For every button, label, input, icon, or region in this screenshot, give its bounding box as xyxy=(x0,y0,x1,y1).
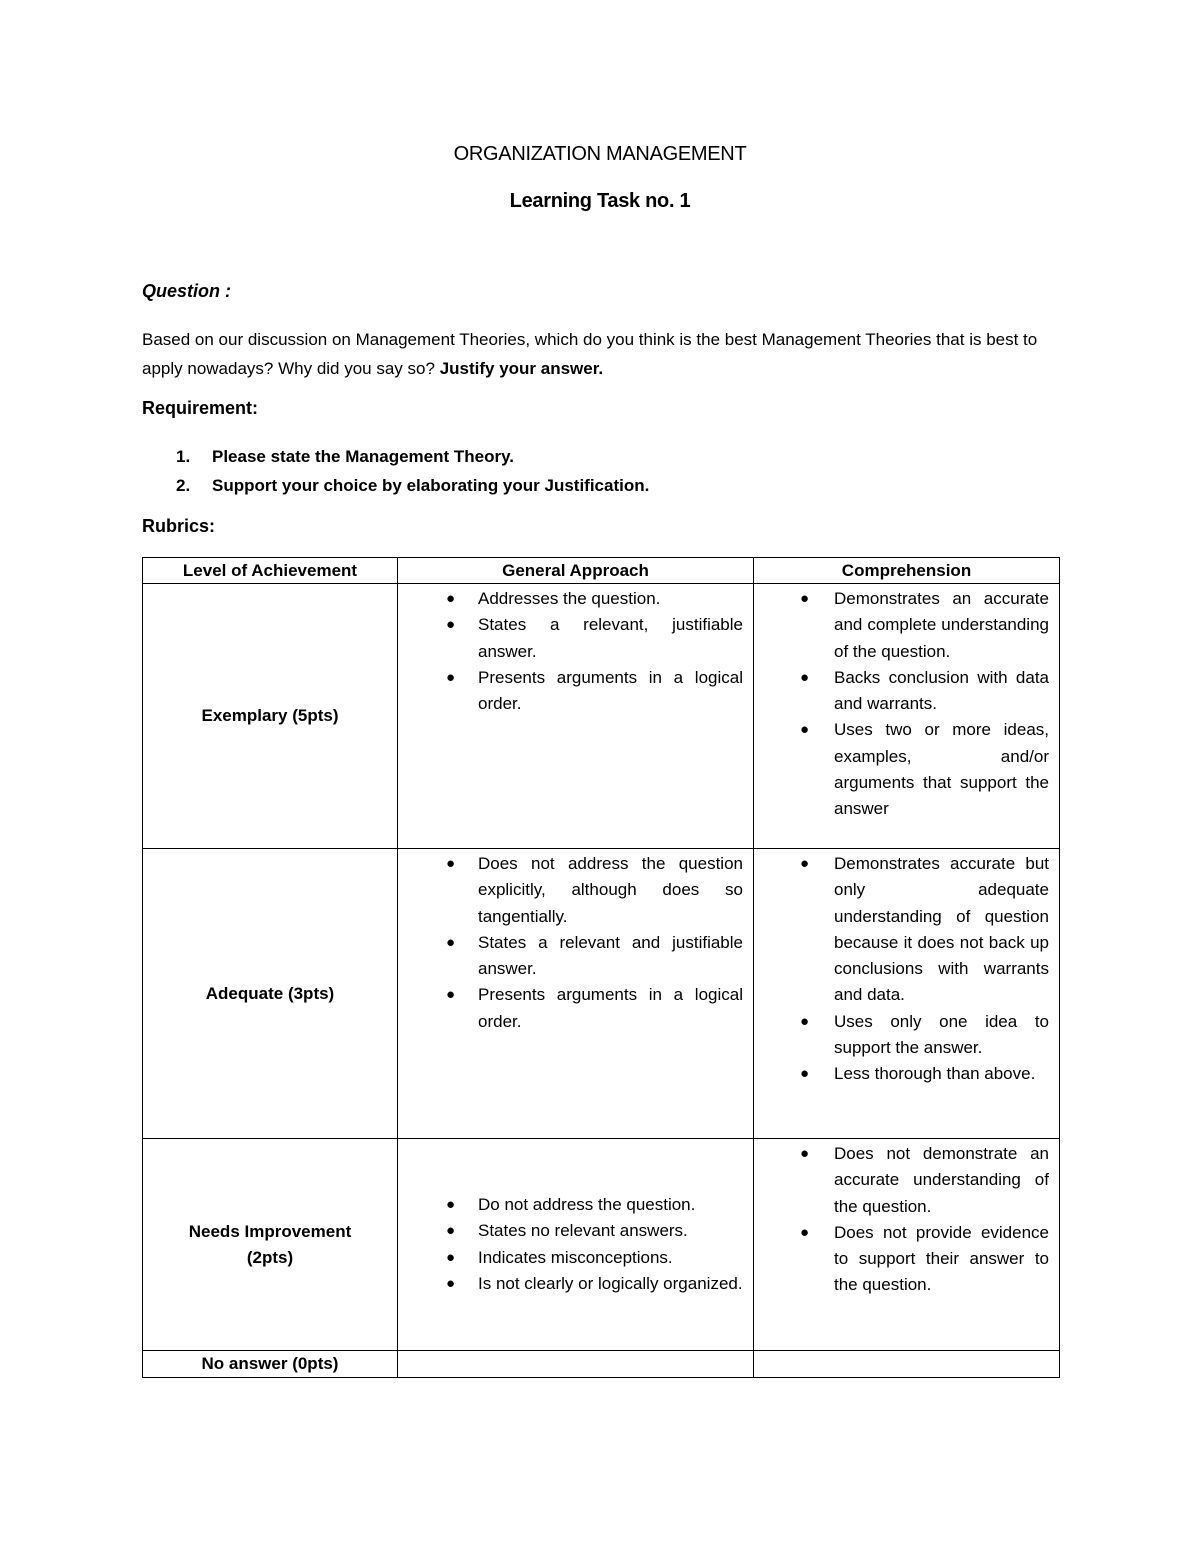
rubrics-label: Rubrics: xyxy=(142,516,216,536)
list-item xyxy=(398,1245,743,1271)
list-item-text: Presents arguments in a logical order. xyxy=(478,985,743,1031)
list-item-text: States a relevant and justifiable answer. xyxy=(478,932,743,979)
document-title: ORGANIZATION MANAGEMENT xyxy=(453,143,747,165)
list-item xyxy=(754,851,1049,1009)
level-label: Needs Improvement (2pts) xyxy=(188,1221,352,1267)
list-item-text: Does not address the question explicitly, although does so tangentially. xyxy=(478,854,743,926)
list-item xyxy=(398,982,743,1035)
comprehension-cell xyxy=(754,584,1060,849)
list-item-text: Demonstrates an accurate and complete understanding of the question. xyxy=(834,589,1049,661)
bullet-icon: ● xyxy=(446,1222,456,1240)
question-emphasis: Justify your answer. xyxy=(439,359,604,378)
question-text xyxy=(142,325,1062,383)
list-item xyxy=(754,1009,1049,1062)
list-item-text: Demonstrates accurate but only adequate understanding of question because it does not back up conclusions with warrants and data. xyxy=(834,854,1049,1005)
bullet-list xyxy=(398,584,753,719)
bullet-icon: ● xyxy=(446,1274,456,1292)
requirement-label: Requirement: xyxy=(142,398,259,418)
bullet-icon: ● xyxy=(446,933,456,951)
question-body-text: Based on our discussion on Management Theories, which do you think is the best Management Theories that is best to apply nowadays? Why did you say so? xyxy=(142,330,1038,378)
column-header-comprehension: Comprehension xyxy=(754,558,1060,584)
list-item-text: Presents arguments in a logical order. xyxy=(478,667,743,714)
bullet-icon: ● xyxy=(800,1065,810,1083)
list-item xyxy=(398,1271,743,1297)
bullet-icon: ● xyxy=(800,855,810,872)
level-cell: Adequate (3pts) xyxy=(143,849,398,1139)
list-item-text: Indicates misconceptions. xyxy=(478,1247,673,1267)
list-item xyxy=(754,1141,1049,1220)
list-item xyxy=(754,586,1049,665)
requirement-item xyxy=(172,471,649,500)
bullet-icon: ● xyxy=(446,616,456,634)
bullet-icon: ● xyxy=(800,1012,810,1030)
list-item xyxy=(398,586,743,612)
level-cell: No answer (0pts) xyxy=(143,1351,398,1378)
bullet-icon: ● xyxy=(800,721,810,739)
general-approach-cell xyxy=(398,1351,754,1378)
bullet-list xyxy=(754,849,1059,1090)
list-item-text: Uses two or more ideas, examples, and/or arguments that support the answer xyxy=(834,720,1049,819)
list-item-text: Uses only one idea to support the answer. xyxy=(834,1011,1049,1058)
bullet-icon: ● xyxy=(446,855,456,872)
list-item xyxy=(754,1061,1049,1087)
rubric-row-exemplary xyxy=(143,584,1060,849)
bullet-icon: ● xyxy=(446,668,456,686)
requirement-list xyxy=(172,442,649,500)
list-item xyxy=(754,717,1049,822)
list-item xyxy=(754,1220,1049,1299)
document-subtitle: Learning Task no. 1 xyxy=(509,190,691,212)
rubric-row-no-answer xyxy=(143,1351,1060,1378)
comprehension-cell xyxy=(754,1351,1060,1378)
general-approach-cell xyxy=(398,584,754,849)
list-item-text: Does not provide evidence to support their answer to the question. xyxy=(834,1222,1049,1295)
level-cell xyxy=(143,1139,398,1351)
rubric-header-row xyxy=(143,558,1060,584)
bullet-icon: ● xyxy=(446,986,456,1004)
bullet-list xyxy=(754,1139,1059,1301)
bullet-icon: ● xyxy=(446,1195,456,1213)
bullet-icon: ● xyxy=(800,668,810,686)
list-item xyxy=(398,1218,743,1244)
list-item xyxy=(398,851,743,930)
bullet-icon: ● xyxy=(800,1145,810,1162)
list-item-text: Is not clearly or logically organized. xyxy=(478,1273,743,1293)
list-item xyxy=(398,665,743,718)
requirement-text: Please state the Management Theory. xyxy=(212,447,515,466)
bullet-icon: ● xyxy=(800,1223,810,1241)
requirement-number: 1. xyxy=(176,447,191,466)
bullet-icon: ● xyxy=(446,590,456,607)
list-item-text: Does not demonstrate an accurate understanding of the question. xyxy=(834,1144,1049,1216)
list-item xyxy=(398,1192,743,1218)
bullet-icon: ● xyxy=(800,590,810,607)
level-cell: Exemplary (5pts) xyxy=(143,584,398,849)
rubric-row-adequate xyxy=(143,849,1060,1139)
list-item-text: Backs conclusion with data and warrants. xyxy=(834,667,1049,714)
question-label: Question : xyxy=(142,281,231,301)
list-item-text: States no relevant answers. xyxy=(478,1221,688,1241)
column-header-level: Level of Achievement xyxy=(143,558,398,584)
rubric-table xyxy=(142,557,1060,1378)
comprehension-cell xyxy=(754,1139,1060,1351)
general-approach-cell xyxy=(398,849,754,1139)
list-item-text: States a relevant, justifiable answer. xyxy=(478,615,743,661)
general-approach-cell xyxy=(398,1139,754,1351)
bullet-list xyxy=(398,849,753,1037)
requirement-item xyxy=(172,442,649,471)
list-item-text: Addresses the question. xyxy=(478,589,661,608)
column-header-general-approach: General Approach xyxy=(398,558,754,584)
rubric-row-needs-improvement xyxy=(143,1139,1060,1351)
requirement-text: Support your choice by elaborating your Justification. xyxy=(212,476,650,495)
list-item-text: Less thorough than above. xyxy=(834,1064,1036,1084)
bullet-list xyxy=(398,1190,753,1299)
list-item-text: Do not address the question. xyxy=(478,1194,696,1214)
requirement-number: 2. xyxy=(176,476,191,495)
comprehension-cell xyxy=(754,849,1060,1139)
list-item xyxy=(398,612,743,665)
list-item xyxy=(754,665,1049,718)
bullet-icon: ● xyxy=(446,1248,456,1266)
bullet-list xyxy=(754,584,1059,825)
list-item xyxy=(398,930,743,983)
